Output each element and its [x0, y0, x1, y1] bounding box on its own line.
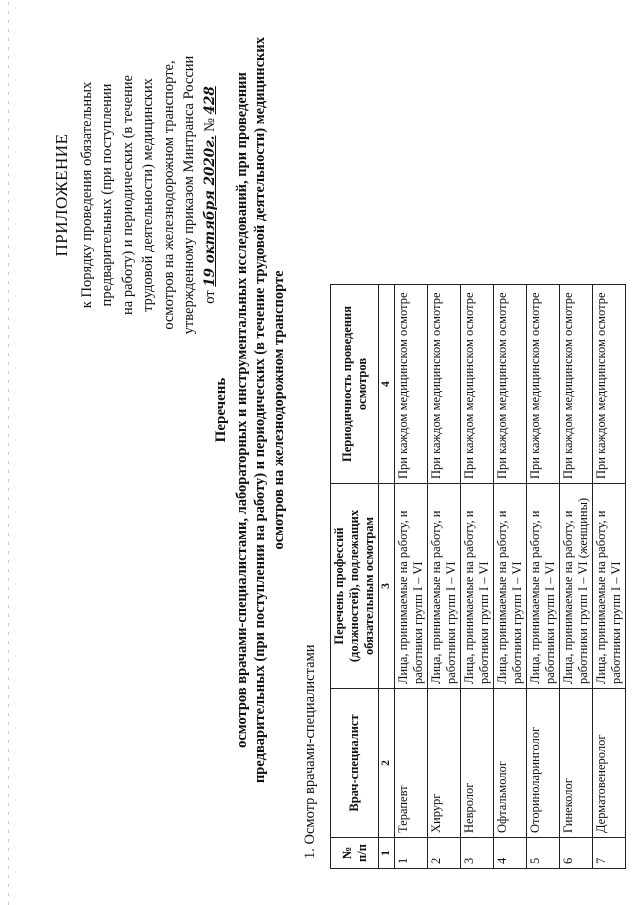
- row-specialist: Хирург: [428, 689, 461, 838]
- order-date-handwritten: 19 октября 2020г.: [201, 135, 218, 287]
- row-specialist: Невролог: [461, 689, 494, 838]
- specialists-table: [330, 284, 626, 869]
- order-number-label: №: [201, 118, 218, 132]
- row-frequency: При каждом медицинском осмотре: [593, 285, 626, 484]
- document-title: Перечень: [213, 377, 229, 443]
- table-row: [461, 285, 494, 869]
- column-number: 4: [379, 285, 395, 484]
- document-subtitle-line: осмотров врачами-специалистами, лабораторных и инструментальных исследований, при проведении: [233, 72, 250, 748]
- row-professions: Лица, принимаемые на работу, и работники групп I – VI: [428, 484, 461, 689]
- row-specialist: Оториноларинголог: [527, 689, 560, 838]
- header-specialist: Врач-специалист: [331, 689, 379, 838]
- appendix-line: на работу) и периодических (в течение: [119, 75, 136, 315]
- row-professions: Лица, принимаемые на работу, и работники групп I – VI: [593, 484, 626, 689]
- table-row: [593, 285, 626, 869]
- table-row: [527, 285, 560, 869]
- appendix-line: предварительных (при поступлении: [99, 83, 115, 307]
- row-number: 5: [527, 838, 560, 869]
- row-frequency: При каждом медицинском осмотре: [560, 285, 593, 484]
- row-number: 6: [560, 838, 593, 869]
- table-row: [428, 285, 461, 869]
- document-subtitle-line: предварительных (при поступлении на работу) и периодических (в течение трудовой деятельности) медицинских: [252, 36, 268, 784]
- appendix-block: [52, 5, 220, 385]
- row-number: 1: [395, 838, 428, 869]
- row-specialist: Офтальмолог: [494, 689, 527, 838]
- row-professions: Лица, принимаемые на работу, и работники групп I – VI: [395, 484, 428, 689]
- appendix-line: трудовой деятельности) медицинских: [140, 78, 156, 312]
- order-number-handwritten: 428: [201, 86, 218, 115]
- row-professions: Лица, принимаемые на работу, и работники групп I – VI (женщины): [560, 484, 593, 689]
- column-number: 3: [379, 484, 395, 689]
- row-specialist: Терапевт: [395, 689, 428, 838]
- row-frequency: При каждом медицинском осмотре: [494, 285, 527, 484]
- row-frequency: При каждом медицинском осмотре: [461, 285, 494, 484]
- table-header-row: [331, 285, 379, 869]
- row-professions: Лица, принимаемые на работу, и работники групп I – VI: [527, 484, 560, 689]
- column-number-row: [379, 285, 395, 869]
- appendix-line: к Порядку проведения обязательных: [78, 81, 95, 309]
- header-professions: Перечень профессий (должностей), подлежащих обязательным осмотрам: [331, 484, 379, 689]
- scan-edge-artifact: [8, 0, 9, 905]
- header-number: № п/п: [331, 838, 379, 869]
- row-frequency: При каждом медицинском осмотре: [527, 285, 560, 484]
- table-row: [494, 285, 527, 869]
- document-subtitle-line: осмотров на железнодорожном транспорте: [270, 270, 287, 550]
- appendix-title: ПРИЛОЖЕНИЕ: [52, 133, 71, 257]
- column-number: 1: [379, 838, 395, 869]
- row-frequency: При каждом медицинском осмотре: [395, 285, 428, 484]
- section-heading: 1. Осмотр врачами-специалистами: [302, 644, 318, 859]
- row-number: 3: [461, 838, 494, 869]
- document-title-block: [212, 25, 288, 795]
- header-frequency: Периодичность проведения осмотров: [331, 285, 379, 484]
- order-prefix: от: [201, 290, 218, 304]
- appendix-line: осмотров на железнодорожном транспорте,: [160, 60, 177, 330]
- row-number: 7: [593, 838, 626, 869]
- row-specialist: Дерматовенеролог: [593, 689, 626, 838]
- row-frequency: При каждом медицинском осмотре: [428, 285, 461, 484]
- column-number: 2: [379, 689, 395, 838]
- table-row: [395, 285, 428, 869]
- row-specialist: Гинеколог: [560, 689, 593, 838]
- row-number: 4: [494, 838, 527, 869]
- row-professions: Лица, принимаемые на работу, и работники групп I – VI: [461, 484, 494, 689]
- appendix-line: утвержденному приказом Минтранса России: [181, 55, 197, 335]
- row-number: 2: [428, 838, 461, 869]
- table-row: [560, 285, 593, 869]
- row-professions: Лица, принимаемые на работу, и работники групп I – VI: [494, 484, 527, 689]
